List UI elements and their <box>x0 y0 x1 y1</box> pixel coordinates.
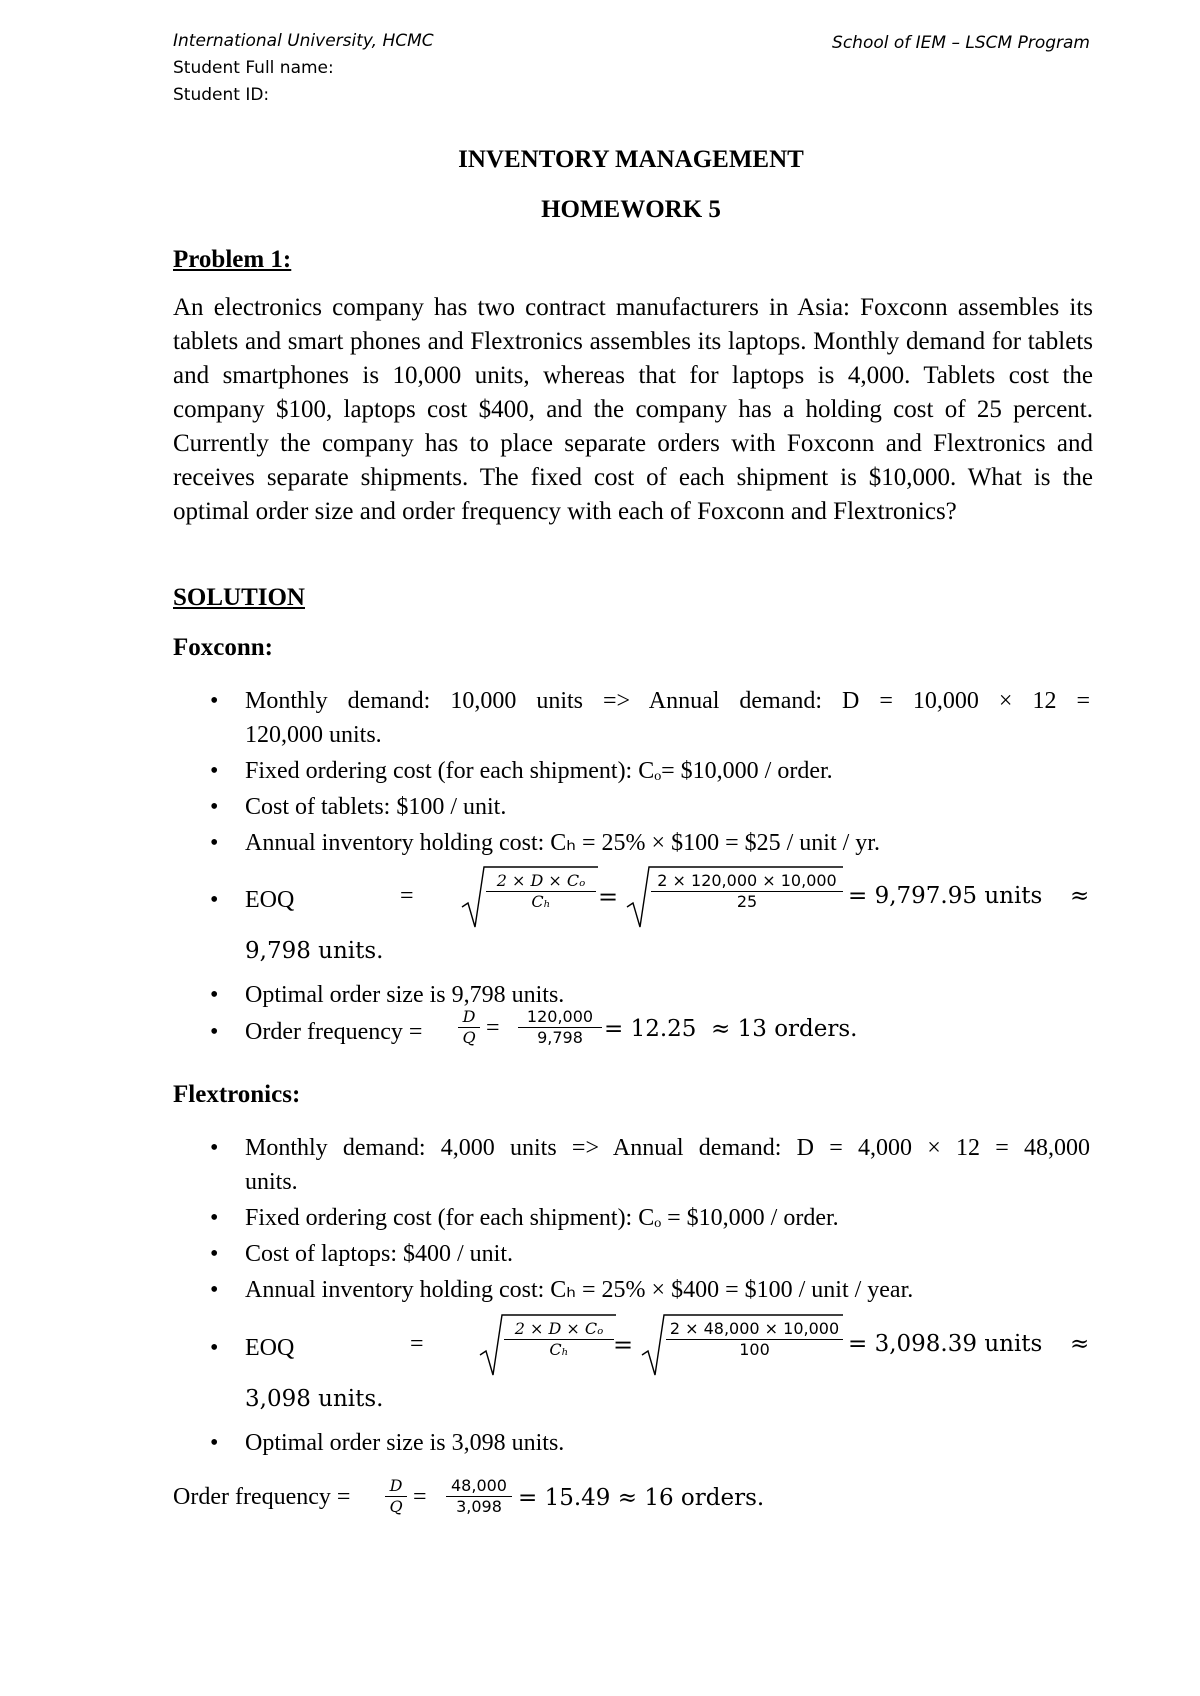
flextronics-eoq-approx: ≈ <box>1070 1331 1090 1357</box>
freq-denominator: Q <box>389 1497 403 1516</box>
freq-calc-denominator: 3,098 <box>456 1497 502 1516</box>
flextronics-heading: Flextronics: <box>173 1081 301 1108</box>
foxconn-freq-dq <box>458 1007 480 1048</box>
flextronics-freq-result: = 15.49 ≈ 16 orders. <box>518 1485 765 1511</box>
bullet-icon: • <box>210 1335 219 1361</box>
foxconn-eoq-rounded: 9,798 units. <box>245 938 384 964</box>
flextronics-freq-calc <box>446 1476 512 1517</box>
flextronics-eoq-eq2: = <box>613 1331 634 1359</box>
foxconn-order-cost: Fixed ordering cost (for each shipment): Cₒ= $10,000 / order. <box>245 758 833 784</box>
bullet-icon: • <box>210 688 219 714</box>
flextronics-eoq-rounded: 3,098 units. <box>245 1386 384 1412</box>
calc-denominator: 25 <box>736 892 758 911</box>
foxconn-eoq-eq2: = <box>598 883 619 911</box>
bullet-icon: • <box>210 887 219 913</box>
flextronics-eoq-formula <box>478 1313 618 1379</box>
freq-numerator: D <box>385 1476 407 1497</box>
flextronics-eoq-calc <box>640 1313 845 1379</box>
foxconn-freq-label: Order frequency = <box>245 1019 423 1045</box>
flextronics-demand-line1: Monthly demand: 4,000 units => Annual demand: D = 4,000 × 12 = 48,000 <box>245 1135 1090 1161</box>
flextronics-unit-cost: Cost of laptops: $400 / unit. <box>245 1241 514 1267</box>
bullet-icon: • <box>210 982 219 1008</box>
foxconn-eoq-formula <box>460 865 600 931</box>
foxconn-demand-line2: 120,000 units. <box>245 722 382 748</box>
bullet-icon: • <box>210 1019 219 1045</box>
flextronics-formula-fraction <box>504 1319 614 1360</box>
bullet-icon: • <box>210 830 219 856</box>
foxconn-eoq-calc <box>625 865 845 931</box>
bullet-icon: • <box>210 1430 219 1456</box>
foxconn-demand-line1: Monthly demand: 10,000 units => Annual demand: D = 10,000 × 12 = <box>245 688 1090 714</box>
bullet-icon: • <box>210 794 219 820</box>
calc-numerator: 2 × 120,000 × 10,000 <box>651 871 843 892</box>
formula-numerator: 2 × D × Cₒ <box>486 871 596 892</box>
homework-title: HOMEWORK 5 <box>541 196 721 223</box>
problem-paragraph: An electronics company has two contract manufacturers in Asia: Foxconn assembles its tablets and smart phones and Flextronics assembles its laptops. Monthly demand for tablets and smartphones is 10,000 units, whereas that for laptops is 4,000. Tablets cost the company $100, laptops cost $400, and the company has a holding cost of 25 percent. Currently the company has to place separate orders with Foxconn and Flextronics and receives separate shipments. The fixed cost of each shipment is $10,000. What is the optimal order size and order frequency with each of Foxconn and Flextronics? <box>173 294 1093 525</box>
flextronics-freq-label: Order frequency = <box>173 1484 351 1510</box>
flextronics-eoq-result: = 3,098.39 units <box>848 1331 1043 1357</box>
calc-denominator: 100 <box>739 1340 770 1359</box>
student-name-label: Student Full name: <box>173 58 334 78</box>
flextronics-freq-eq: = <box>413 1484 427 1510</box>
foxconn-unit-cost: Cost of tablets: $100 / unit. <box>245 794 507 820</box>
flextronics-bullet-demand <box>210 1131 1090 1201</box>
formula-denominator: Cₕ <box>531 892 551 911</box>
problem-text <box>173 291 1093 529</box>
bullet-icon: • <box>210 1205 219 1231</box>
freq-calc-numerator: 120,000 <box>518 1007 602 1028</box>
course-title: INVENTORY MANAGEMENT <box>458 146 804 173</box>
flextronics-calc-fraction <box>666 1319 843 1360</box>
freq-calc-numerator: 48,000 <box>446 1476 512 1497</box>
flextronics-eoq-equals: = <box>410 1331 424 1357</box>
bullet-icon: • <box>210 1135 219 1161</box>
flextronics-order-cost: Fixed ordering cost (for each shipment): Cₒ = $10,000 / order. <box>245 1205 839 1231</box>
problem-label: Problem 1: <box>173 246 292 273</box>
foxconn-optimal-size: Optimal order size is 9,798 units. <box>245 982 565 1008</box>
foxconn-eoq-label: EOQ <box>245 887 295 913</box>
foxconn-heading: Foxconn: <box>173 634 273 661</box>
calc-numerator: 2 × 48,000 × 10,000 <box>666 1319 843 1340</box>
flextronics-eoq-label: EOQ <box>245 1335 295 1361</box>
foxconn-calc-fraction <box>651 871 843 912</box>
university-name: International University, HCMC <box>173 31 434 51</box>
freq-calc-denominator: 9,798 <box>537 1028 583 1047</box>
foxconn-eoq-equals: = <box>400 883 414 909</box>
foxconn-eoq-approx: ≈ <box>1070 883 1090 909</box>
formula-denominator: Cₕ <box>549 1340 569 1359</box>
bullet-icon: • <box>210 758 219 784</box>
flextronics-freq-dq <box>385 1476 407 1517</box>
foxconn-freq-result: = 12.25 ≈ 13 orders. <box>604 1016 858 1042</box>
solution-label: SOLUTION <box>173 584 305 611</box>
foxconn-freq-calc <box>518 1007 602 1048</box>
student-id-label: Student ID: <box>173 85 270 105</box>
foxconn-bullet-demand <box>210 684 1090 754</box>
school-name: School of IEM – LSCM Program <box>832 33 1090 53</box>
freq-numerator: D <box>458 1007 480 1028</box>
foxconn-freq-eq: = <box>486 1015 500 1041</box>
formula-numerator: 2 × D × Cₒ <box>504 1319 614 1340</box>
bullet-icon: • <box>210 1241 219 1267</box>
flextronics-optimal-size: Optimal order size is 3,098 units. <box>245 1430 565 1456</box>
foxconn-eoq-result: = 9,797.95 units <box>848 883 1043 909</box>
bullet-icon: • <box>210 1277 219 1303</box>
freq-denominator: Q <box>462 1028 476 1047</box>
foxconn-formula-fraction <box>486 871 596 912</box>
flextronics-demand-line2: units. <box>245 1169 298 1195</box>
foxconn-holding-cost: Annual inventory holding cost: Cₕ = 25% × $100 = $25 / unit / yr. <box>245 830 880 856</box>
flextronics-holding-cost: Annual inventory holding cost: Cₕ = 25% × $400 = $100 / unit / year. <box>245 1277 914 1303</box>
